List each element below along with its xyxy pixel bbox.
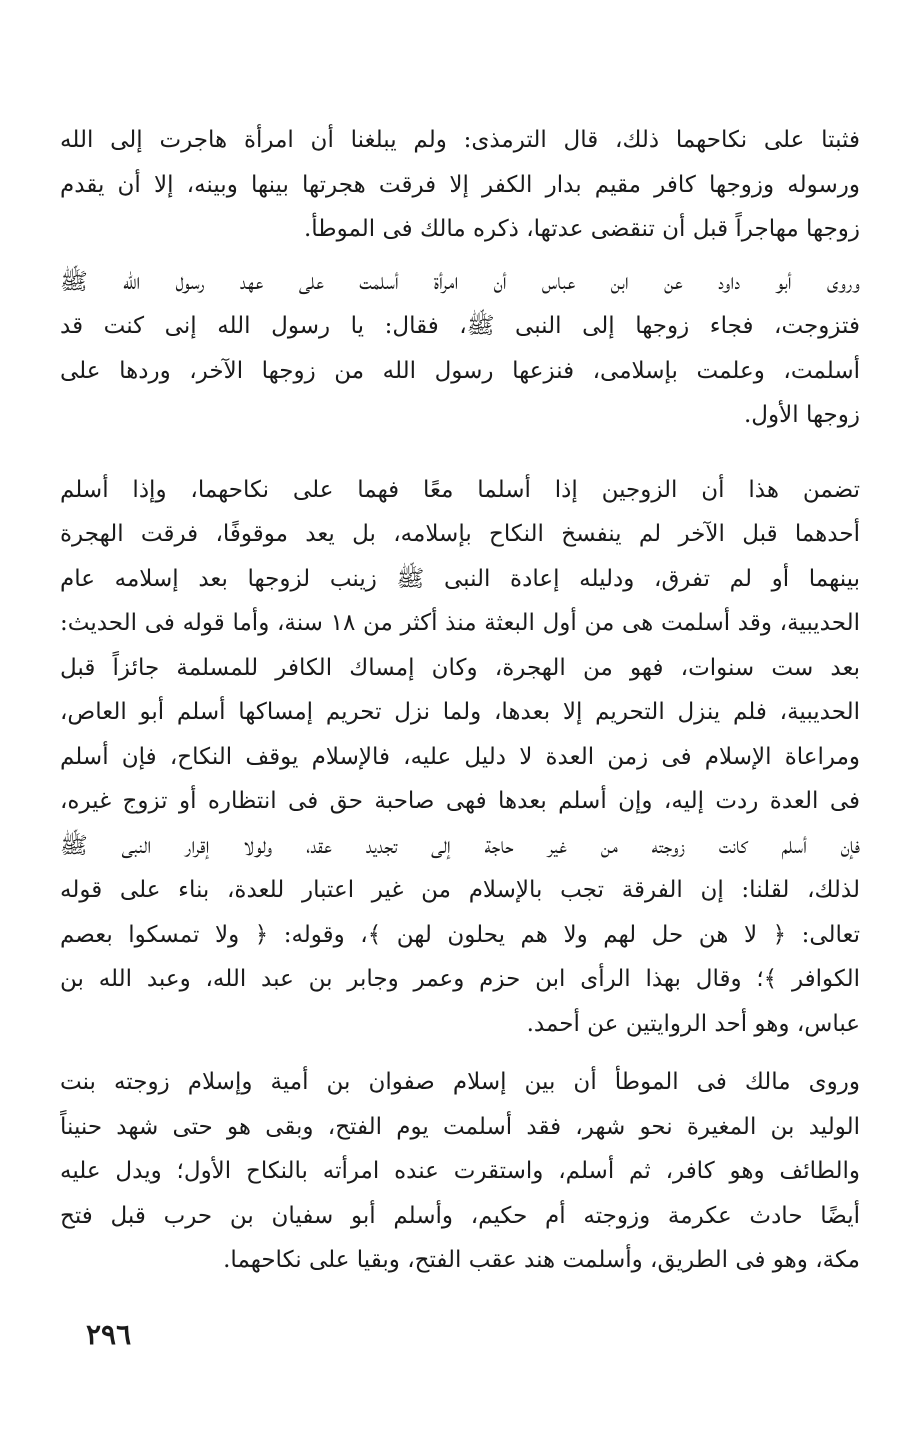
- text-line: ورسوله وزوجها كافر مقيم بدار الكفر إلا فرقت هجرتها بينها وبينه، إلا أن يقدم: [60, 171, 860, 198]
- paragraph-3: [60, 468, 860, 1047]
- text-line: تضمن هذا أن الزوجين إذا أسلما معًا فهما على نكاحهما، وإذا أسلم: [60, 476, 860, 503]
- page-number: ٢٩٦: [86, 1318, 132, 1351]
- text-line: لذلك، لقلنا: إن الفرقة تجب بالإسلام من غير اعتبار للعدة، بناء على قوله: [60, 877, 860, 903]
- text-line: فتزوجت، فجاء زوجها إلى النبى ﷺ، فقال: يا رسول الله إنى كنت قد: [60, 313, 860, 339]
- text-line: بعد ست سنوات، فهو من الهجرة، وكان إمساك الكافر للمسلمة جائزاً قبل: [60, 654, 860, 681]
- text-line: مكة، وهو فى الطريق، وأسلمت هند عقب الفتح، وبقيا على نكاحهما.: [223, 1247, 860, 1273]
- paragraph-2: [60, 260, 860, 438]
- text-line: زوجها الأول.: [744, 402, 860, 428]
- text-line: أحدهما قبل الآخر لم ينفسخ النكاح بإسلامه، بل يعد موقوفًا، فرقت الهجرة: [60, 521, 860, 547]
- text-line: تعالى: ﴿ لا هن حل لهم ولا هم يحلون لهن ﴾، وقوله: ﴿ ولا تمسكوا بعصم: [60, 921, 860, 948]
- text-line: فى العدة ردت إليه، وإن أسلم بعدها فهى صاحبة حق فى انتظاره أو تزوج غيره،: [60, 788, 860, 814]
- text-line: أيضًا حادث عكرمة وزوجته أم حكيم، وأسلم أبو سفيان بن حرب قبل فتح: [60, 1202, 860, 1229]
- text-line: أسلمت، وعلمت بإسلامى، فنزعها رسول الله من زوجها الآخر، وردها على: [60, 357, 860, 384]
- text-line: الحديبية، وقد أسلمت هى من أول البعثة منذ أكثر من ١٨ سنة، وأما قوله فى الحديث:: [60, 610, 860, 636]
- paragraph-1: [60, 118, 860, 252]
- text-line: وروى مالك فى الموطأ أن بين إسلام صفوان بن أمية وإسلام زوجته بنت: [60, 1069, 860, 1095]
- text-line: ومراعاة الإسلام فى زمن العدة لا دليل عليه، فالإسلام يوقف النكاح، فإن أسلم: [60, 743, 860, 770]
- text-line: الوليد بن المغيرة نحو شهر، فقد أسلمت يوم الفتح، وبقى هو حتى شهد حنيناً: [60, 1113, 860, 1140]
- text-line: زوجها مهاجراً قبل أن تنقضى عدتها، ذكره مالك فى الموطأ.: [303, 216, 860, 242]
- text-line: الحديبية، فلم ينزل التحريم إلا بعدها، ولما نزل تحريم إمساكها أسلم أبو العاص،: [60, 699, 860, 725]
- text-line: عباس، وهو أحد الروايتين عن أحمد.: [526, 1010, 860, 1037]
- text-line: والطائف وهو كافر، ثم أسلم، واستقرت عنده امرأته بالنكاح الأول؛ ويدل عليه: [60, 1158, 860, 1184]
- page-body: [60, 118, 860, 1283]
- paragraph-4: [60, 1060, 860, 1283]
- text-line: بينهما أو لم تفرق، ودليله إعادة النبى ﷺ زينب لزوجها بعد إسلامه عام: [60, 565, 860, 592]
- text-line: الكوافر ﴾؛ وقال بهذا الرأى ابن حزم وعمر وجابر بن عبد الله، وعبد الله بن: [60, 966, 860, 992]
- text-line: فإن أسلم كانت زوجته من غير حاجة إلى تجديد عقد، ولولا إقرار النبى ﷺ: [60, 832, 860, 859]
- text-line: وروى أبو داود عن ابن عباس أن امرأة أسلمت على عهد رسول الله ﷺ: [60, 268, 860, 295]
- text-line: فثبتا على نكاحهما ذلك، قال الترمذى: ولم يبلغنا أن امرأة هاجرت إلى الله: [60, 127, 860, 153]
